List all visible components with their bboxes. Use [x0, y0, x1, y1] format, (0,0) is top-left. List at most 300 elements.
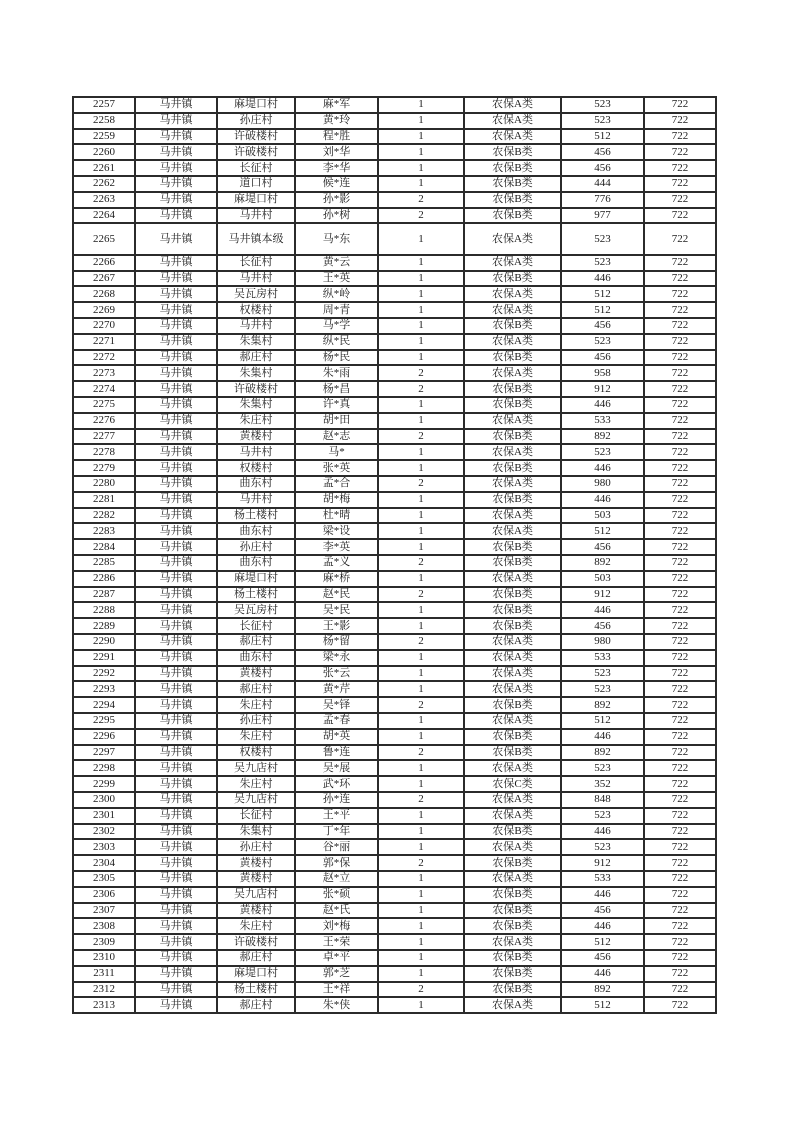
table-cell: 胡*田 [295, 413, 378, 429]
table-cell: 2273 [73, 365, 135, 381]
table-cell: 麻堤口村 [217, 966, 295, 982]
table-cell: 马*学 [295, 318, 378, 334]
table-cell: 黄*云 [295, 255, 378, 271]
table-cell: 523 [561, 808, 644, 824]
table-cell: 722 [644, 129, 716, 145]
table-cell: 马井镇 [135, 903, 217, 919]
table-cell: 麻堤口村 [217, 97, 295, 113]
table-cell: 2294 [73, 697, 135, 713]
table-cell: 722 [644, 208, 716, 224]
table-cell: 朱庄村 [217, 413, 295, 429]
table-row [73, 918, 716, 934]
table-row [73, 539, 716, 555]
table-cell: 马井镇 [135, 966, 217, 982]
table-row [73, 350, 716, 366]
table-cell: 512 [561, 997, 644, 1013]
table-cell: 吴瓦房村 [217, 602, 295, 618]
table-cell: 848 [561, 792, 644, 808]
table-cell: 朱*雨 [295, 365, 378, 381]
table-cell: 杨土楼村 [217, 508, 295, 524]
table-cell: 农保A类 [464, 413, 561, 429]
table-cell: 杨*民 [295, 350, 378, 366]
table-cell: 1 [378, 397, 464, 413]
table-cell: 农保A类 [464, 792, 561, 808]
table-cell: 1 [378, 903, 464, 919]
table-cell: 2261 [73, 160, 135, 176]
table-cell: 722 [644, 997, 716, 1013]
table-cell: 722 [644, 97, 716, 113]
table-cell: 722 [644, 634, 716, 650]
table-cell: 722 [644, 444, 716, 460]
table-row [73, 397, 716, 413]
table-cell: 2269 [73, 302, 135, 318]
table-cell: 农保A类 [464, 523, 561, 539]
table-cell: 麻*军 [295, 97, 378, 113]
table-cell: 农保B类 [464, 950, 561, 966]
table-cell: 446 [561, 966, 644, 982]
table-cell: 农保B类 [464, 192, 561, 208]
table-cell: 2298 [73, 760, 135, 776]
table-cell: 1 [378, 713, 464, 729]
table-cell: 杨土楼村 [217, 982, 295, 998]
table-cell: 许*真 [295, 397, 378, 413]
table-cell: 朱集村 [217, 334, 295, 350]
table-cell: 马井镇 [135, 839, 217, 855]
table-cell: 1 [378, 271, 464, 287]
table-cell: 2 [378, 555, 464, 571]
table-cell: 朱庄村 [217, 918, 295, 934]
table-cell: 马井镇 [135, 271, 217, 287]
table-cell: 523 [561, 444, 644, 460]
table-cell: 农保B类 [464, 602, 561, 618]
table-cell: 722 [644, 318, 716, 334]
table-cell: 权楼村 [217, 302, 295, 318]
table-cell: 黄楼村 [217, 429, 295, 445]
table-cell: 道口村 [217, 176, 295, 192]
table-cell: 523 [561, 666, 644, 682]
table-cell: 1 [378, 571, 464, 587]
table-cell: 1 [378, 934, 464, 950]
table-cell: 1 [378, 666, 464, 682]
table-row [73, 508, 716, 524]
table-row [73, 302, 716, 318]
table-cell: 2278 [73, 444, 135, 460]
table-cell: 马井镇 [135, 824, 217, 840]
table-cell: 马井村 [217, 208, 295, 224]
table-cell: 农保A类 [464, 286, 561, 302]
table-cell: 王*荣 [295, 934, 378, 950]
table-cell: 2293 [73, 681, 135, 697]
table-cell: 农保B类 [464, 318, 561, 334]
table-cell: 2 [378, 429, 464, 445]
table-cell: 农保A类 [464, 113, 561, 129]
table-cell: 533 [561, 650, 644, 666]
table-cell: 2275 [73, 397, 135, 413]
table-cell: 722 [644, 365, 716, 381]
table-row [73, 792, 716, 808]
table-cell: 农保C类 [464, 776, 561, 792]
table-cell: 马井镇 [135, 192, 217, 208]
table-cell: 2 [378, 381, 464, 397]
table-cell: 2284 [73, 539, 135, 555]
table-cell: 李*英 [295, 539, 378, 555]
table-cell: 1 [378, 350, 464, 366]
table-cell: 农保B类 [464, 539, 561, 555]
table-cell: 农保A类 [464, 997, 561, 1013]
table-cell: 朱*侠 [295, 997, 378, 1013]
table-cell: 马井镇 [135, 950, 217, 966]
table-cell: 722 [644, 460, 716, 476]
table-cell: 722 [644, 745, 716, 761]
table-cell: 2297 [73, 745, 135, 761]
table-row [73, 634, 716, 650]
table-cell: 马井镇 [135, 97, 217, 113]
table-cell: 1 [378, 255, 464, 271]
table-cell: 1 [378, 286, 464, 302]
table-cell: 456 [561, 539, 644, 555]
table-cell: 农保B类 [464, 160, 561, 176]
table-cell: 农保A类 [464, 650, 561, 666]
table-cell: 黄楼村 [217, 871, 295, 887]
table-cell: 446 [561, 397, 644, 413]
table-cell: 2286 [73, 571, 135, 587]
table-cell: 赵*志 [295, 429, 378, 445]
table-cell: 农保A类 [464, 839, 561, 855]
table-row [73, 334, 716, 350]
table-cell: 马井镇 [135, 334, 217, 350]
table-cell: 农保A类 [464, 508, 561, 524]
table-row [73, 492, 716, 508]
table-cell: 722 [644, 286, 716, 302]
table-cell: 1 [378, 460, 464, 476]
table-cell: 523 [561, 255, 644, 271]
table-cell: 农保A类 [464, 223, 561, 255]
table-cell: 446 [561, 824, 644, 840]
table-cell: 农保B类 [464, 397, 561, 413]
table-cell: 1 [378, 129, 464, 145]
table-cell: 1 [378, 871, 464, 887]
table-cell: 吴九店村 [217, 760, 295, 776]
table-cell: 892 [561, 982, 644, 998]
table-cell: 曲东村 [217, 650, 295, 666]
table-cell: 武*环 [295, 776, 378, 792]
table-cell: 农保A类 [464, 97, 561, 113]
table-cell: 马井镇 [135, 208, 217, 224]
table-cell: 2292 [73, 666, 135, 682]
table-cell: 523 [561, 97, 644, 113]
table-cell: 722 [644, 571, 716, 587]
table-cell: 1 [378, 144, 464, 160]
table-cell: 纵*民 [295, 334, 378, 350]
table-cell: 马井镇 [135, 413, 217, 429]
table-cell: 吴九店村 [217, 792, 295, 808]
table-cell: 马井镇 [135, 618, 217, 634]
table-cell: 农保A类 [464, 444, 561, 460]
table-cell: 吴瓦房村 [217, 286, 295, 302]
table-cell: 李*华 [295, 160, 378, 176]
table-cell: 马井镇 [135, 634, 217, 650]
table-cell: 2258 [73, 113, 135, 129]
table-cell: 446 [561, 887, 644, 903]
table-cell: 1 [378, 997, 464, 1013]
table-row [73, 555, 716, 571]
table-cell: 1 [378, 97, 464, 113]
table-cell: 977 [561, 208, 644, 224]
table-cell: 456 [561, 350, 644, 366]
table-cell: 马井镇 [135, 855, 217, 871]
table-row [73, 666, 716, 682]
table-cell: 722 [644, 713, 716, 729]
table-cell: 马井镇 [135, 871, 217, 887]
table-cell: 孙庄村 [217, 539, 295, 555]
table-cell: 2285 [73, 555, 135, 571]
table-cell: 许破楼村 [217, 381, 295, 397]
table-cell: 2280 [73, 476, 135, 492]
table-cell: 马井镇 [135, 444, 217, 460]
table-cell: 446 [561, 918, 644, 934]
table-cell: 马井镇 [135, 492, 217, 508]
table-cell: 722 [644, 429, 716, 445]
table-cell: 2276 [73, 413, 135, 429]
table-cell: 农保B类 [464, 271, 561, 287]
table-cell: 马* [295, 444, 378, 460]
table-cell: 1 [378, 444, 464, 460]
table-cell: 长征村 [217, 255, 295, 271]
table-cell: 农保A类 [464, 666, 561, 682]
table-row [73, 650, 716, 666]
table-cell: 958 [561, 365, 644, 381]
table-cell: 马井镇 [135, 997, 217, 1013]
table-cell: 2277 [73, 429, 135, 445]
table-row [73, 176, 716, 192]
table-row [73, 729, 716, 745]
table-cell: 2271 [73, 334, 135, 350]
table-cell: 912 [561, 381, 644, 397]
table-cell: 722 [644, 650, 716, 666]
table-cell: 722 [644, 918, 716, 934]
table-cell: 2304 [73, 855, 135, 871]
table-cell: 523 [561, 334, 644, 350]
table-cell: 农保B类 [464, 587, 561, 603]
table-cell: 马井镇 [135, 476, 217, 492]
table-cell: 杜*晴 [295, 508, 378, 524]
table-cell: 农保B类 [464, 492, 561, 508]
table-cell: 2 [378, 792, 464, 808]
table-cell: 麻堤口村 [217, 571, 295, 587]
table-cell: 722 [644, 176, 716, 192]
table-cell: 许破楼村 [217, 934, 295, 950]
table-cell: 马井镇 [135, 587, 217, 603]
table-cell: 722 [644, 255, 716, 271]
table-cell: 朱庄村 [217, 729, 295, 745]
table-row [73, 444, 716, 460]
table-cell: 王*英 [295, 271, 378, 287]
table-cell: 456 [561, 618, 644, 634]
table-cell: 梁*设 [295, 523, 378, 539]
table-cell: 马井村 [217, 318, 295, 334]
table-cell: 杨土楼村 [217, 587, 295, 603]
table-cell: 农保B类 [464, 903, 561, 919]
table-cell: 马井镇 [135, 160, 217, 176]
table-cell: 1 [378, 318, 464, 334]
table-cell: 2313 [73, 997, 135, 1013]
table-cell: 孟*义 [295, 555, 378, 571]
table-cell: 农保B类 [464, 918, 561, 934]
table-cell: 722 [644, 839, 716, 855]
table-cell: 麻*桥 [295, 571, 378, 587]
table-cell: 马井镇 [135, 982, 217, 998]
table-cell: 王*影 [295, 618, 378, 634]
table-cell: 马井镇 [135, 302, 217, 318]
table-cell: 2300 [73, 792, 135, 808]
table-cell: 722 [644, 223, 716, 255]
table-cell: 1 [378, 950, 464, 966]
table-cell: 2262 [73, 176, 135, 192]
table-row [73, 365, 716, 381]
table-cell: 吴*民 [295, 602, 378, 618]
table-cell: 1 [378, 618, 464, 634]
table-cell: 722 [644, 982, 716, 998]
table-cell: 马*东 [295, 223, 378, 255]
table-cell: 马井镇 [135, 460, 217, 476]
table-cell: 马井镇本级 [217, 223, 295, 255]
table-cell: 722 [644, 697, 716, 713]
table-cell: 2279 [73, 460, 135, 476]
table-cell: 孙庄村 [217, 113, 295, 129]
table-cell: 马井镇 [135, 650, 217, 666]
table-cell: 王*祥 [295, 982, 378, 998]
table-cell: 1 [378, 776, 464, 792]
table-cell: 512 [561, 302, 644, 318]
table-cell: 2 [378, 982, 464, 998]
table-body [73, 97, 716, 1013]
table-cell: 722 [644, 381, 716, 397]
table-cell: 533 [561, 413, 644, 429]
table-cell: 农保A类 [464, 476, 561, 492]
table-cell: 2289 [73, 618, 135, 634]
table-cell: 722 [644, 539, 716, 555]
table-row [73, 745, 716, 761]
table-cell: 446 [561, 460, 644, 476]
table-cell: 912 [561, 587, 644, 603]
table-cell: 2268 [73, 286, 135, 302]
table-cell: 马井镇 [135, 776, 217, 792]
table-cell: 刘*华 [295, 144, 378, 160]
table-cell: 2299 [73, 776, 135, 792]
table-cell: 农保B类 [464, 176, 561, 192]
table-cell: 马井镇 [135, 350, 217, 366]
table-cell: 456 [561, 903, 644, 919]
table-row [73, 713, 716, 729]
table-row [73, 160, 716, 176]
table-row [73, 318, 716, 334]
table-cell: 马井镇 [135, 129, 217, 145]
table-cell: 1 [378, 223, 464, 255]
table-row [73, 997, 716, 1013]
table-cell: 吴*铎 [295, 697, 378, 713]
table-cell: 722 [644, 934, 716, 950]
table-cell: 1 [378, 650, 464, 666]
table-cell: 533 [561, 871, 644, 887]
table-cell: 赵*氏 [295, 903, 378, 919]
table-cell: 朱集村 [217, 365, 295, 381]
table-cell: 农保B类 [464, 887, 561, 903]
table-cell: 2281 [73, 492, 135, 508]
table-cell: 马井镇 [135, 381, 217, 397]
table-cell: 2264 [73, 208, 135, 224]
table-row [73, 192, 716, 208]
table-cell: 马井镇 [135, 365, 217, 381]
table-cell: 2291 [73, 650, 135, 666]
table-cell: 孟*合 [295, 476, 378, 492]
table-cell: 马井镇 [135, 745, 217, 761]
table-cell: 2272 [73, 350, 135, 366]
table-row [73, 460, 716, 476]
table-cell: 722 [644, 903, 716, 919]
table-cell: 980 [561, 476, 644, 492]
table-cell: 2 [378, 855, 464, 871]
table-cell: 农保B类 [464, 350, 561, 366]
table-cell: 马井镇 [135, 397, 217, 413]
table-cell: 892 [561, 429, 644, 445]
table-cell: 孟*春 [295, 713, 378, 729]
table-cell: 512 [561, 934, 644, 950]
table-cell: 农保B类 [464, 729, 561, 745]
table-cell: 黄楼村 [217, 903, 295, 919]
table-cell: 722 [644, 792, 716, 808]
table-cell: 农保A类 [464, 634, 561, 650]
table-cell: 722 [644, 871, 716, 887]
table-cell: 张*硕 [295, 887, 378, 903]
table-cell: 2263 [73, 192, 135, 208]
table-cell: 马井镇 [135, 934, 217, 950]
table-row [73, 587, 716, 603]
table-cell: 郝庄村 [217, 997, 295, 1013]
table-cell: 2290 [73, 634, 135, 650]
table-row [73, 776, 716, 792]
table-cell: 722 [644, 618, 716, 634]
table-cell: 黄楼村 [217, 855, 295, 871]
table-cell: 长征村 [217, 618, 295, 634]
table-cell: 2306 [73, 887, 135, 903]
table-row [73, 982, 716, 998]
table-cell: 马井镇 [135, 318, 217, 334]
table-cell: 722 [644, 192, 716, 208]
table-cell: 446 [561, 271, 644, 287]
table-cell: 郝庄村 [217, 950, 295, 966]
table-cell: 1 [378, 808, 464, 824]
table-cell: 523 [561, 760, 644, 776]
table-cell: 1 [378, 508, 464, 524]
table-cell: 马井镇 [135, 223, 217, 255]
table-cell: 2311 [73, 966, 135, 982]
table-row [73, 618, 716, 634]
table-cell: 722 [644, 729, 716, 745]
table-cell: 2296 [73, 729, 135, 745]
table-row [73, 855, 716, 871]
table-cell: 赵*民 [295, 587, 378, 603]
table-cell: 王*平 [295, 808, 378, 824]
table-cell: 郝庄村 [217, 350, 295, 366]
table-cell: 892 [561, 745, 644, 761]
table-cell: 722 [644, 555, 716, 571]
table-cell: 722 [644, 966, 716, 982]
table-cell: 2270 [73, 318, 135, 334]
table-cell: 1 [378, 176, 464, 192]
table-cell: 马井镇 [135, 713, 217, 729]
table-cell: 1 [378, 681, 464, 697]
table-cell: 郝庄村 [217, 681, 295, 697]
